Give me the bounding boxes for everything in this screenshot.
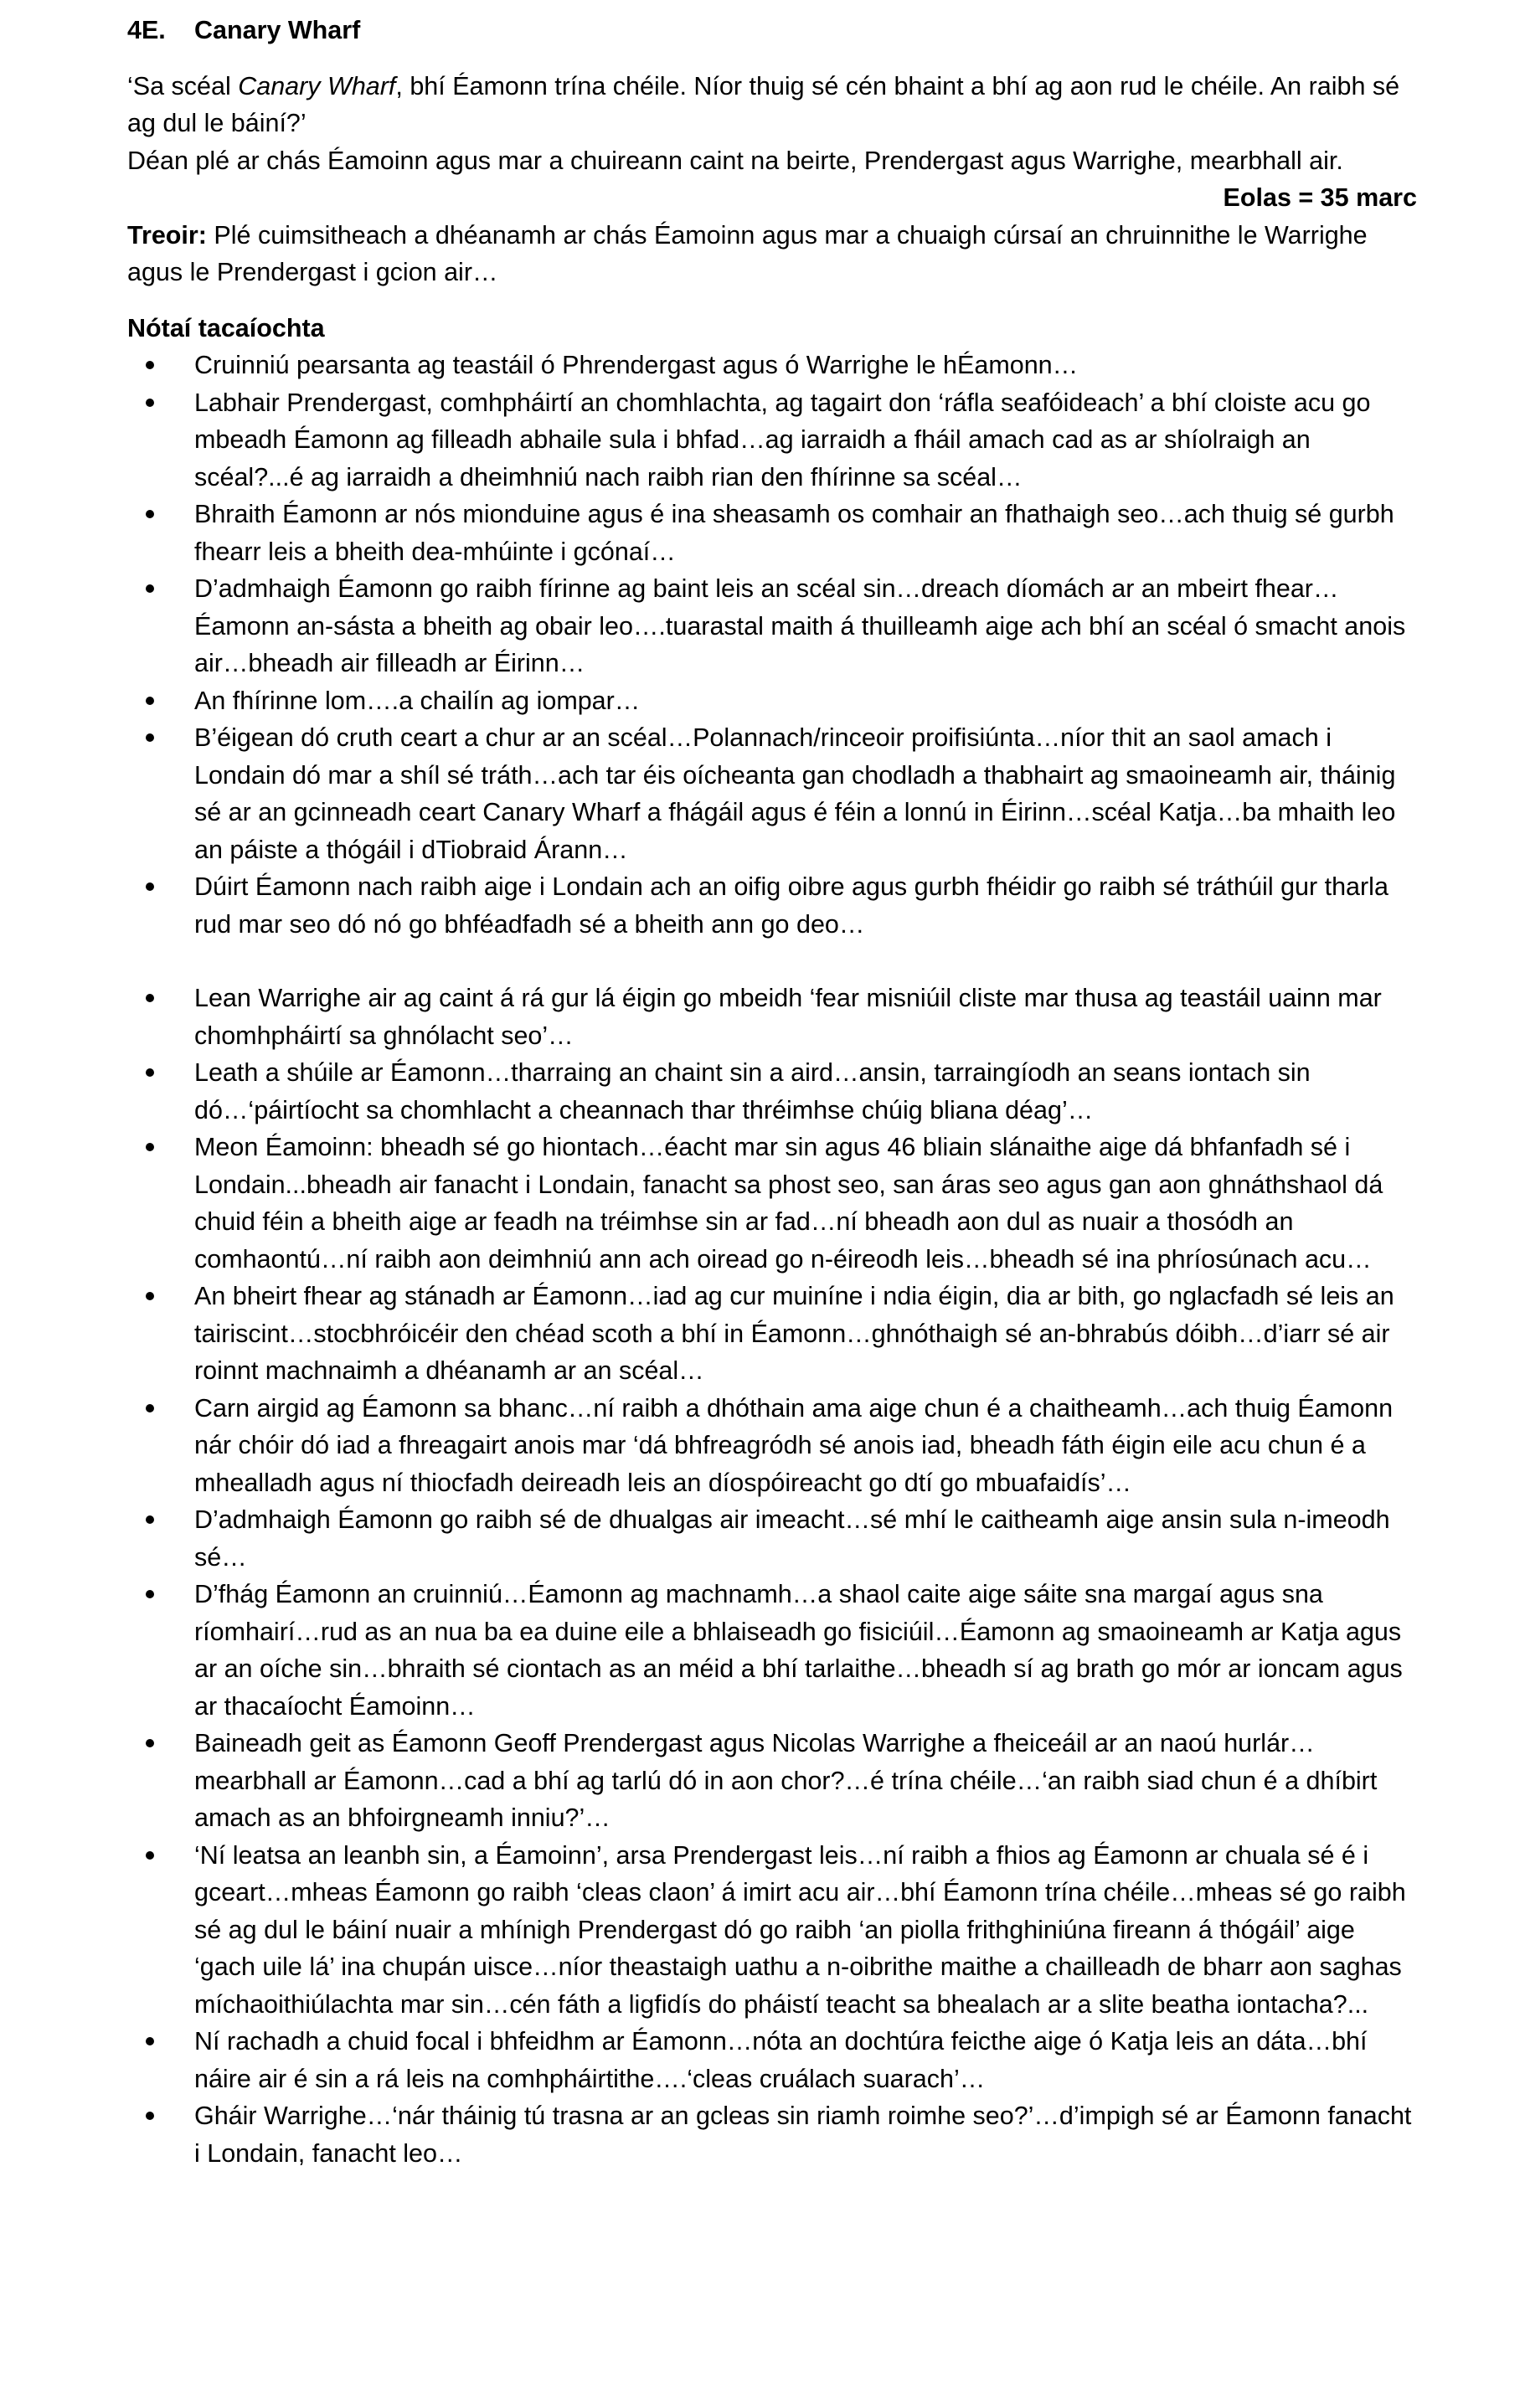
notes-list-b [127,980,1417,2172]
list-item [127,719,1417,868]
bullet-icon [146,2112,154,2120]
bullet-icon [146,1143,154,1151]
guidance-text: Plé cuimsitheach a dhéanamh ar chás Éamoinn agus mar a chuaigh cúrsaí an chruinnithe le Warrighe agus le Prendergast i gcion air… [127,220,1368,286]
list-item [127,1576,1417,1725]
list-item-text: B’éigean dó cruth ceart a chur ar an scéal…Polannach/rinceoir proifisiúnta…níor thit an saol amach i Londain dó mar a shíl sé tráth…ach tar éis oícheanta gan chodladh a thabhairt ag smaoineamh air, tháinig sé ar an gcinneadh ceart Canary Wharf a fhágáil agus é féin a lonnú in Éirinn…scéal Katja…ba mhaith leo an páiste a thógáil i dTiobraid Árann… [194,723,1396,864]
list-item [127,347,1417,384]
bullet-icon [146,2037,154,2045]
bullet-icon [146,733,154,742]
list-item-text: Carn airgid ag Éamonn sa bhanc…ní raibh a dhóthain ama aige chun é a chaitheamh…ach thuig Éamonn nár chóir dó iad a fhreagairt anois mar ‘dá bhfreagródh sé anois iad, bheadh fáth éigin eile acu chun é a mhealladh agus ní thiocfadh deireadh leis an díospóireacht go dtí go mbuafaidís’… [194,1393,1394,1497]
list-item-text: Meon Éamoinn: bheadh sé go hiontach…éacht mar sin agus 46 bliain slánaithe aige dá bhfanfadh sé i Londain...bheadh air fanacht i Londain, fanacht sa phost seo, san áras seo agus gan aon ghnáthshaol dá chuid féin a bheith aige ar feadh na tréimhse sin ar fad…ní bheadh aon dul as nuair a thosódh an comhaontú…ní raibh aon deimhniú ann ach oiread go n-éireodh leis…bheadh sé ina phríosúnach acu… [194,1133,1383,1273]
list-item [127,384,1417,497]
list-item [127,1390,1417,1502]
bullet-icon [146,882,154,891]
list-item-text: An fhírinne lom….a chailín ag iompar… [194,686,641,715]
list-item-text: Bhraith Éamonn ar nós mionduine agus é ina sheasamh os comhair an fhathaigh seo…ach thuig sé gurbh fhearr leis a bheith dea-mhúinte i gcónaí… [194,500,1394,566]
bullet-icon [146,1739,154,1747]
bullet-icon [146,697,154,705]
list-item [127,682,1417,720]
list-item [127,1129,1417,1278]
list-item-text: Cruinniú pearsanta ag teastáil ó Phrendergast agus ó Warrighe le hÉamonn… [194,351,1079,379]
marks-label: Eolas = 35 marc [1223,183,1417,212]
list-item [127,980,1417,1054]
question-text: ‘Sa scéal Canary Wharf, bhí Éamonn trína chéile. Níor thuig sé cén bhaint a bhí ag aon rud le chéile. An raibh sé ag dul le báiní?’ [127,71,1400,137]
document-page [127,12,1417,2172]
notes-list-a [127,347,1417,943]
list-item-text: Labhair Prendergast, comhpháirtí an chomhlachta, ag tagairt don ‘ráfla seafóideach’ a bhí cloiste acu go mbeadh Éamonn ag filleadh abhaile sula i bhfad…ag iarraidh a fháil amach cad as ar shíolraigh an scéal?...é ag iarraidh a dheimhniú nach raibh rian den fhírinne sa scéal… [194,388,1371,491]
bullet-icon [146,510,154,518]
bullet-icon [146,399,154,407]
bullet-icon [146,1292,154,1300]
notes-title: Nótaí tacaíochta [127,313,325,342]
list-gap [127,943,1417,980]
list-item-text: Lean Warrighe air ag caint á rá gur lá éigin go mbeidh ‘fear misniúil cliste mar thusa ag teastáil uainn mar chomhpháirtí sa ghnólacht seo’… [194,984,1382,1050]
bullet-icon [146,1515,154,1524]
list-item [127,1725,1417,1837]
section-number: 4E. [127,16,166,44]
list-item [127,570,1417,682]
bullet-icon [146,361,154,369]
list-item-text: Ní rachadh a chuid focal i bhfeidhm ar Éamonn…nóta an dochtúra feicthe aige ó Katja leis an dáta…bhí náire air é sin a rá leis na comhpháirtithe….‘cleas cruálach suarach’… [194,2027,1368,2093]
section-heading [127,12,1417,49]
list-item-text: D’fhág Éamonn an cruinniú…Éamonn ag machnamh…a shaol caite aige sáite sna margaí agus sna ríomhairí…rud as an nua ba ea duine eile a bhlaiseadh go fisiciúil…Éamonn ag smaoineamh ar Katja agus ar an oíche sin…bhraith sé ciontach as an méid a bhí tarlaithe…bheadh sí ag brath go mór ar ioncam agus ar thacaíocht Éamoinn… [194,1580,1403,1721]
list-item [127,868,1417,943]
story-title: Canary Wharf [238,71,396,100]
list-item [127,2023,1417,2097]
list-item-text: An bheirt fhear ag stánadh ar Éamonn…iad ag cur muiníne i ndia éigin, dia ar bith, go nglacfadh sé leis an tairiscint…stocbhróicéir den chéad scoth a bhí in Éamonn…ghnóthaigh sé an-bhrabús dóibh…d’iarr sé air roinnt machnaimh a dhéanamh ar an scéal… [194,1282,1394,1385]
bullet-icon [146,1404,154,1412]
list-item [127,1278,1417,1390]
list-item-text: Gháir Warrighe…‘nár tháinig tú trasna ar an gcleas sin riamh roimhe seo?’…d’impigh sé ar Éamonn fanacht i Londain, fanacht leo… [194,2102,1412,2168]
list-item-text: Baineadh geit as Éamonn Geoff Prendergast agus Nicolas Warrighe a fheiceáil ar an naoú hurlár…mearbhall ar Éamonn…cad a bhí ag tarlú dó in aon chor?…é trína chéile…‘an raibh siad chun é a dhíbirt amach as an bhfoirgneamh inniu?’… [194,1729,1378,1832]
list-item-text: D’admhaigh Éamonn go raibh fírinne ag baint leis an scéal sin…dreach díomách ar an mbeirt fhear…Éamonn an-sásta a bheith ag obair leo….tuarastal maith á thuilleamh aige ach bhí an scéal ó smacht anois air…bheadh air filleadh ar Éirinn… [194,574,1406,677]
list-item [127,496,1417,570]
question-instruction: Déan plé ar chás Éamoinn agus mar a chuireann caint na beirte, Prendergast agus Warrighe, mearbhall air. [127,146,1343,175]
bullet-icon [146,584,154,593]
bullet-icon [146,1851,154,1860]
guidance-label: Treoir: [127,220,207,250]
guidance [127,217,1417,291]
list-item-text: D’admhaigh Éamonn go raibh sé de dhualgas air imeacht…sé mhí le caitheamh aige ansin sula n-imeodh sé… [194,1505,1390,1572]
list-item [127,1054,1417,1129]
bullet-icon [146,1590,154,1598]
bullet-icon [146,994,154,1002]
list-item [127,1837,1417,2024]
list-item-text: ‘Ní leatsa an leanbh sin, a Éamoinn’, arsa Prendergast leis…ní raibh a fhios ag Éamonn ar chuala sé é i gceart…mheas Éamonn go raibh ‘cleas claon’ á imirt acu air…bhí Éamonn trína chéile…mheas sé go raibh sé ag dul le báiní nuair a mhínigh Prendergast dó go raibh ‘an piolla frithghiniúna fireann á thógáil’ aige ‘gach uile lá’ ina chupán uisce…níor theastaigh uathu a n-oibrithe maithe a chailleadh de bharr aon saghas míchaoithiúlachta mar sin…cén fáth a ligfidís do pháistí teacht sa bhealach ar a slite beatha iontacha?... [194,1840,1406,2019]
list-item [127,2097,1417,2172]
list-item-text: Leath a shúile ar Éamonn…tharraing an chaint sin a aird…ansin, tarraingíodh an seans iontach sin dó…‘páirtíocht sa chomhlacht a cheannach thar thréimhse chúig bliana déag’… [194,1058,1311,1124]
section-title: Canary Wharf [194,16,361,44]
list-item-text: Dúirt Éamonn nach raibh aige i Londain ach an oifig oibre agus gurbh fhéidir go raibh sé tráthúil gur tharla rud mar seo dó nó go bhféadfadh sé a bheith ann go deo… [194,872,1388,939]
bullet-icon [146,1068,154,1077]
list-item [127,1501,1417,1576]
